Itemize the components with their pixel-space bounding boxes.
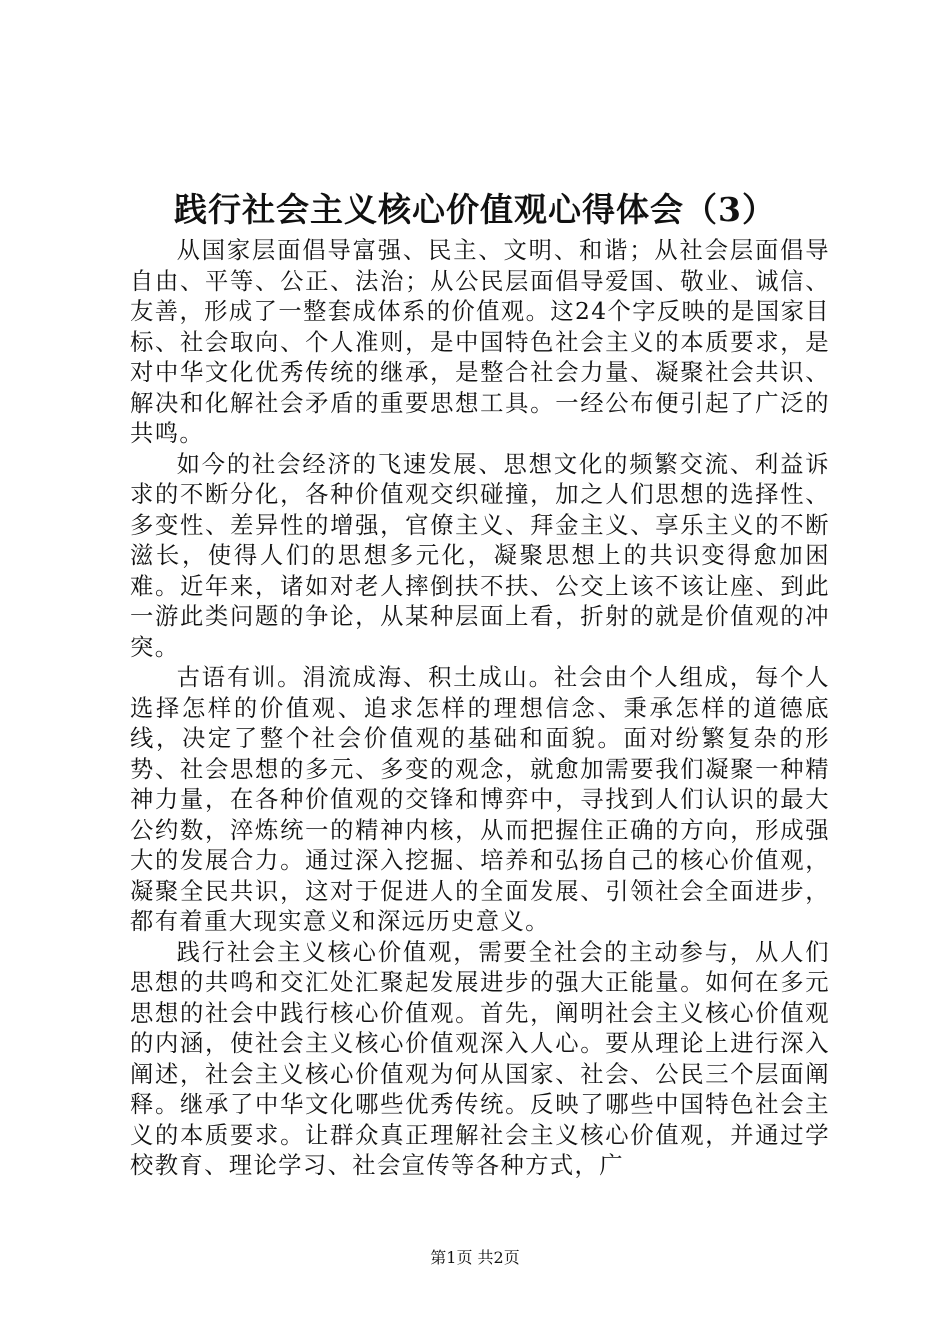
page-number: 第1页 bbox=[430, 1248, 473, 1267]
page-footer bbox=[0, 1248, 950, 1268]
paragraph-3: 古语有训。涓流成海、积土成山。社会由个人组成，每个人选择怎样的价值观、追求怎样的理想信念、秉承怎样的道德底线，决定了整个社会价值观的基础和面貌。面对纷繁复杂的形势、社会思想的多元、多变的观念，就愈加需要我们凝聚一种精神力量，在各种价值观的交锋和博弈中，寻找到人们认识的最大公约数，淬炼统一的精神内核，从而把握住正确的方向，形成强大的发展合力。通过深入挖掘、培养和弘扬自己的核心价值观，凝聚全民共识，这对于促进人的全面发展、引领社会全面进步，都有着重大现实意义和深远历史意义。 bbox=[130, 664, 830, 935]
paragraph-1: 从国家层面倡导富强、民主、文明、和谐；从社会层面倡导自由、平等、公正、法治；从公民层面倡导爱国、敬业、诚信、友善，形成了一整套成体系的价值观。这24个字反映的是国家目标、社会取向、个人准则，是中国特色社会主义的本质要求，是对中华文化优秀传统的继承，是整合社会力量、凝聚社会共识、解决和化解社会矛盾的重要思想工具。一经公布便引起了广泛的共鸣。 bbox=[130, 237, 830, 447]
paragraph-2: 如今的社会经济的飞速发展、思想文化的频繁交流、利益诉求的不断分化，各种价值观交织碰撞，加之人们思想的选择性、多变性、差异性的增强，官僚主义、拜金主义、享乐主义的不断滋长，使得人们的思想多元化，凝聚思想上的共识变得愈加困难。近年来，诸如对老人摔倒扶不扶、公交上该不该让座、到此一游此类问题的争论，从某种层面上看，折射的就是价值观的冲突。 bbox=[130, 450, 830, 661]
document-body bbox=[130, 236, 830, 1182]
document-title: 践行社会主义核心价值观心得体会（3） bbox=[174, 190, 776, 229]
page-total: 共2页 bbox=[477, 1248, 520, 1267]
paragraph-4: 践行社会主义核心价值观，需要全社会的主动参与，从人们思想的共鸣和交汇处汇聚起发展进步的强大正能量。如何在多元思想的社会中践行核心价值观。首先，阐明社会主义核心价值观的内涵，使社会主义核心价值观深入人心。要从理论上进行深入阐述，社会主义核心价值观为何从国家、社会、公民三个层面阐释。继承了中华文化哪些优秀传统。反映了哪些中国特色社会主义的本质要求。让群众真正理解社会主义核心价值观，并通过学校教育、理论学习、社会宣传等各种方式，广 bbox=[130, 938, 830, 1179]
